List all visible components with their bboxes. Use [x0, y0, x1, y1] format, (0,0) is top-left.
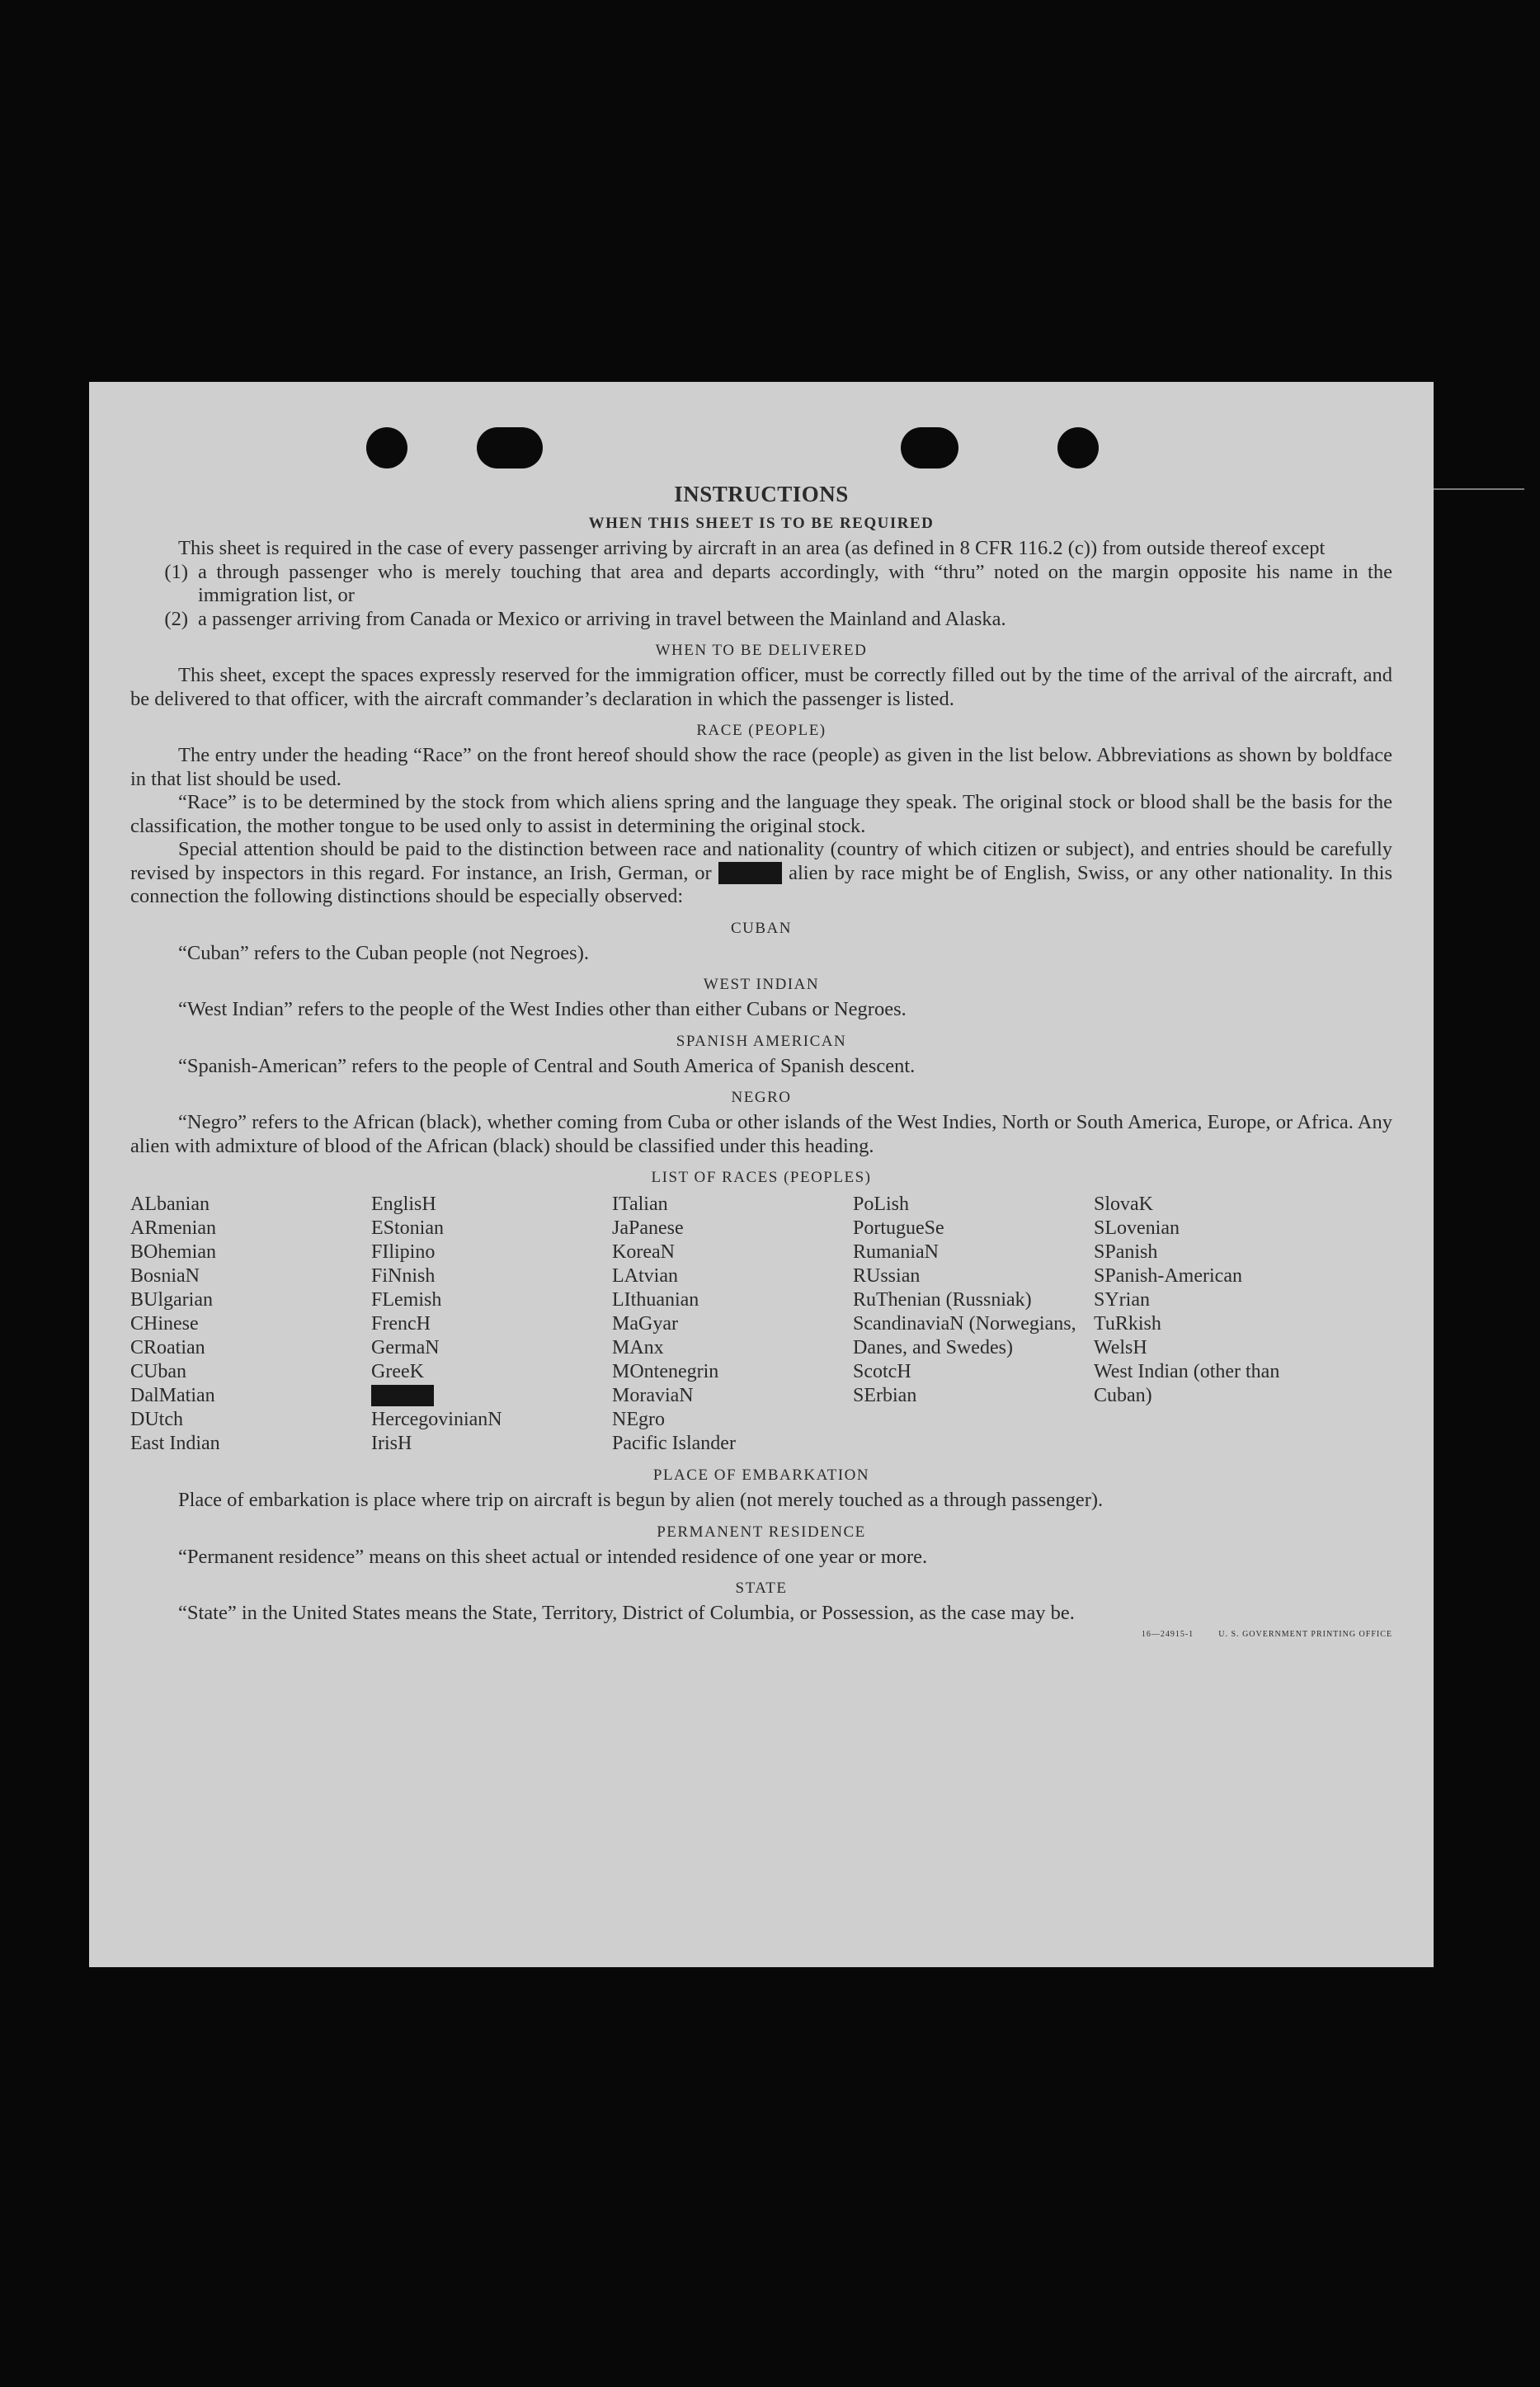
race-item: DalMatian [130, 1385, 215, 1406]
race-column [853, 1193, 1094, 1456]
section-heading: PLACE OF EMBARKATION [652, 1467, 870, 1484]
printer-imprint: U. S. GOVERNMENT PRINTING OFFICE [1218, 1629, 1392, 1639]
race-item: MoraviaN [612, 1385, 694, 1406]
race-item: JaPanese [612, 1217, 684, 1239]
item-text: a passenger arriving from Canada or Mexico or arriving in travel between the Mainland and Alaska. [198, 607, 1006, 630]
race-item: HercegovinianN [371, 1409, 502, 1430]
section-heading: SPANISH AMERICAN [676, 1032, 847, 1050]
section-heading: WEST INDIAN [703, 976, 820, 993]
race-column [612, 1193, 853, 1456]
race-item: FLemish [371, 1289, 442, 1311]
race-item: FIlipino [371, 1241, 436, 1263]
race-item: IrisH [371, 1433, 412, 1454]
instructions-content [130, 481, 1392, 1646]
race-item: East Indian [130, 1433, 220, 1454]
race-item: FrencH [371, 1313, 431, 1335]
race-item: ScotcH [853, 1361, 911, 1382]
race-item: BOhemian [130, 1241, 216, 1263]
list-item [130, 608, 1392, 632]
race-item: MOntenegrin [612, 1361, 719, 1382]
item-number: (2) [164, 607, 188, 630]
race-item: NEgro [612, 1409, 665, 1430]
race-item: LIthuanian [612, 1289, 699, 1311]
race-item: PoLish [853, 1194, 910, 1215]
section-heading: RACE (PEOPLE) [696, 722, 827, 739]
race-item: ARmenian [130, 1217, 216, 1239]
race-column [130, 1193, 371, 1456]
paragraph: “State” in the United States means the State, Territory, District of Columbia, or Possession, as the case may be. [178, 1602, 1075, 1624]
race-item: BUlgarian [130, 1289, 213, 1311]
race-item: WelsH [1094, 1337, 1147, 1358]
section-heading: PERMANENT RESIDENCE [657, 1523, 866, 1541]
paragraph: “Spanish-American” refers to the people of Central and South America of Spanish descent. [178, 1054, 916, 1077]
race-item: SPanish-American [1094, 1265, 1242, 1287]
race-item: TuRkish [1094, 1313, 1161, 1335]
race-item: DUtch [130, 1409, 183, 1430]
punch-hole [1057, 427, 1099, 468]
race-item: West Indian (other than Cuban) [1094, 1361, 1280, 1406]
paragraph: Place of embarkation is place where trip on aircraft is begun by alien (not merely touched as a through passenger). [178, 1489, 1104, 1511]
section-heading: WHEN THIS SHEET IS TO BE REQUIRED [588, 515, 935, 532]
paragraph: “Race” is to be determined by the stock from which aliens spring and the language they speak. The original stock or blood shall be the basis for the classification, the mother tongue to be used only to assist in determining the original stock. [130, 791, 1392, 837]
race-item: EStonian [371, 1217, 444, 1239]
race-item: MAnx [612, 1337, 664, 1358]
race-item: FiNnish [371, 1265, 436, 1287]
punch-hole [901, 427, 958, 468]
race-item: CUban [130, 1361, 186, 1382]
instruction-sheet [89, 382, 1434, 1967]
redacted-word: Hebrew [718, 861, 783, 884]
page-title: INSTRUCTIONS [674, 482, 849, 506]
race-item: ALbanian [130, 1194, 210, 1215]
race-item: SPanish [1094, 1241, 1158, 1263]
paragraph-text: alien by race might be of English, Swiss, or any other nationality. In this connection the following distinctions should be especially observed: [130, 861, 1393, 907]
race-item: Pacific Islander [612, 1433, 736, 1454]
race-item: CHinese [130, 1313, 199, 1335]
paragraph: This sheet, except the spaces expressly reserved for the immigration officer, must be correctly filled out by the time of the arrival of the aircraft, and be delivered to that officer, with the aircraft commander’s declaration in which the passenger is listed. [130, 664, 1392, 710]
section-heading: LIST OF RACES (PEOPLES) [651, 1169, 872, 1186]
paragraph: This sheet is required in the case of every passenger arriving by aircraft in an area (as defined in 8 CFR 116.2 (c)) from outside thereof except [178, 537, 1326, 559]
item-text: a through passenger who is merely touching that area and departs accordingly, with “thru” noted on the margin opposite his name in the immigration list, or [198, 560, 1392, 606]
redacted-word: Hebrew [371, 1385, 434, 1406]
race-item: GermaN [371, 1337, 440, 1358]
race-item: LAtvian [612, 1265, 678, 1287]
paragraph-text: Special attention should be paid to the distinction between race and nationality (country of which citizen or subject), and entries should be carefully revised by inspectors in this regard. For instance, an Irish, German, or [130, 838, 1392, 884]
race-item: ScandinaviaN (Norwegians, Danes, and Swedes) [853, 1313, 1076, 1358]
paragraph [130, 838, 1392, 909]
race-list [130, 1193, 1392, 1456]
section-heading: STATE [735, 1580, 788, 1597]
race-item: RumaniaN [853, 1241, 939, 1263]
race-item: ITalian [612, 1194, 668, 1215]
race-item: BosniaN [130, 1265, 200, 1287]
race-column [371, 1193, 612, 1456]
section-heading: WHEN TO BE DELIVERED [655, 642, 868, 659]
race-item: CRoatian [130, 1337, 205, 1358]
race-item-redacted [371, 1384, 612, 1408]
race-item: KoreaN [612, 1241, 675, 1263]
list-item [130, 561, 1392, 608]
punch-hole [477, 427, 543, 468]
race-item: RuThenian (Russniak) [853, 1289, 1032, 1311]
section-heading: NEGRO [731, 1089, 792, 1106]
race-item: EnglisH [371, 1194, 436, 1215]
race-item: SLovenian [1094, 1217, 1180, 1239]
paragraph: “Permanent residence” means on this sheet actual or intended residence of one year or more. [178, 1545, 928, 1568]
race-item: GreeK [371, 1361, 424, 1382]
paragraph: “Cuban” refers to the Cuban people (not Negroes). [178, 941, 589, 964]
form-number: 16—24915-1 [1141, 1629, 1194, 1639]
paragraph: “West Indian” refers to the people of the West Indies other than either Cubans or Negroes. [178, 998, 907, 1020]
paragraph: The entry under the heading “Race” on the front hereof should show the race (people) as given in the list below. Abbreviations as shown by boldface in that list should be used. [130, 744, 1392, 790]
margin-rule [1434, 488, 1524, 490]
race-item: SlovaK [1094, 1194, 1153, 1215]
race-item: RUssian [853, 1265, 921, 1287]
paragraph: “Negro” refers to the African (black), whether coming from Cuba or other islands of the West Indies, North or South America, Europe, or Africa. Any alien with admixture of blood of the African (black) should be classified under this heading. [130, 1111, 1392, 1157]
race-item: MaGyar [612, 1313, 678, 1335]
race-item: SYrian [1094, 1289, 1150, 1311]
race-column [1094, 1193, 1310, 1456]
race-item: SErbian [853, 1385, 917, 1406]
item-number: (1) [164, 560, 188, 583]
section-heading: CUBAN [730, 919, 792, 937]
punch-hole [366, 427, 407, 468]
race-item: PortugueSe [853, 1217, 944, 1239]
